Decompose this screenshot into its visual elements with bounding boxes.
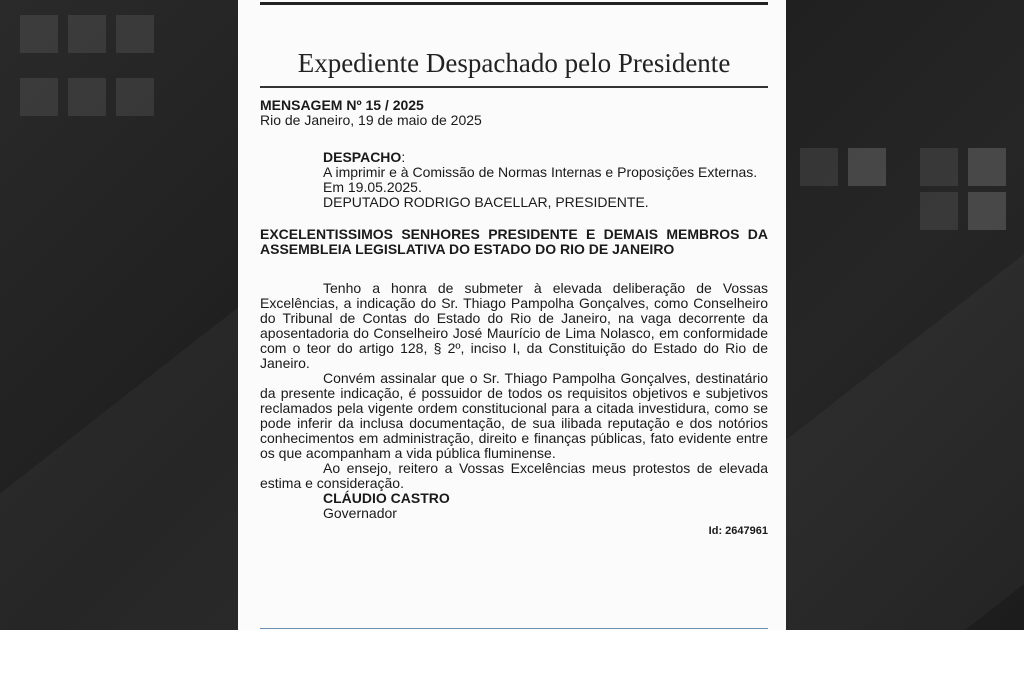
despacho-heading: DESPACHO: [323, 149, 406, 165]
background-square [116, 78, 154, 116]
bottom-rule [260, 628, 768, 629]
top-rule [260, 2, 768, 5]
document-page [238, 0, 786, 630]
document-body [260, 98, 768, 539]
despacho-label: DESPACHO [323, 149, 402, 165]
address-heading: EXCELENTISSIMOS SENHORES PRESIDENTE E DEMAIS MEMBROS DA ASSEMBLEIA LEGISLATIVA DO ESTADO DO RIO DE JANEIRO [260, 226, 768, 257]
despacho-text: A imprimir e à Comissão de Normas Internas e Proposições Externas. [323, 164, 758, 180]
signature-role: Governador [323, 505, 397, 521]
background-square [968, 148, 1006, 186]
background-square [848, 148, 886, 186]
despacho-date: Em 19.05.2025. [323, 179, 422, 195]
background-square [116, 15, 154, 53]
signature-name: CLÁUDIO CASTRO [323, 490, 450, 506]
background-square [68, 78, 106, 116]
background-square [68, 15, 106, 53]
message-number: MENSAGEM Nº 15 / 2025 [260, 97, 424, 113]
despacho-signer: DEPUTADO RODRIGO BACELLAR, PRESIDENTE. [323, 194, 649, 210]
body-paragraph: Ao ensejo, reitero a Vossas Excelências meus protestos de elevada estima e consideração. [260, 460, 768, 491]
background-square [920, 148, 958, 186]
background-square [20, 15, 58, 53]
section-title: Expediente Despachado pelo Presidente [297, 48, 731, 78]
body-paragraph: Tenho a honra de submeter à elevada deliberação de Vossas Excelências, a indicação do Sr. Thiago Pampolha Gonçalves, como Conselheiro do Tribunal de Contas do Estado do Rio de Janeiro, na vaga decorrente da aposentadoria do Conselheiro José Maurício de Lima Nolasco, em conformidade com o teor do artigo 128, § 2º, inciso I, da Constituição do Estado do Rio de Janeiro. [260, 280, 768, 371]
message-place-date: Rio de Janeiro, 19 de maio de 2025 [260, 112, 482, 128]
document-id: Id: 2647961 [708, 525, 768, 537]
background-square [968, 192, 1006, 230]
background-square [800, 148, 838, 186]
title-rule [260, 86, 768, 88]
background-square [920, 192, 958, 230]
body-paragraph: Convém assinalar que o Sr. Thiago Pampolha Gonçalves, destinatário da presente indicação, é possuidor de todos os requisitos objetivos e subjetivos reclamados pela vigente ordem constitucional para a citada investidura, como se pode inferir da inclusa documentação, de sua ilibada reputação e dos notórios conhecimentos em administração, direito e finanças públicas, fato evidente entre os que acompanham a vida pública fluminense. [260, 370, 768, 461]
despacho-block [323, 150, 768, 210]
background-square [20, 78, 58, 116]
